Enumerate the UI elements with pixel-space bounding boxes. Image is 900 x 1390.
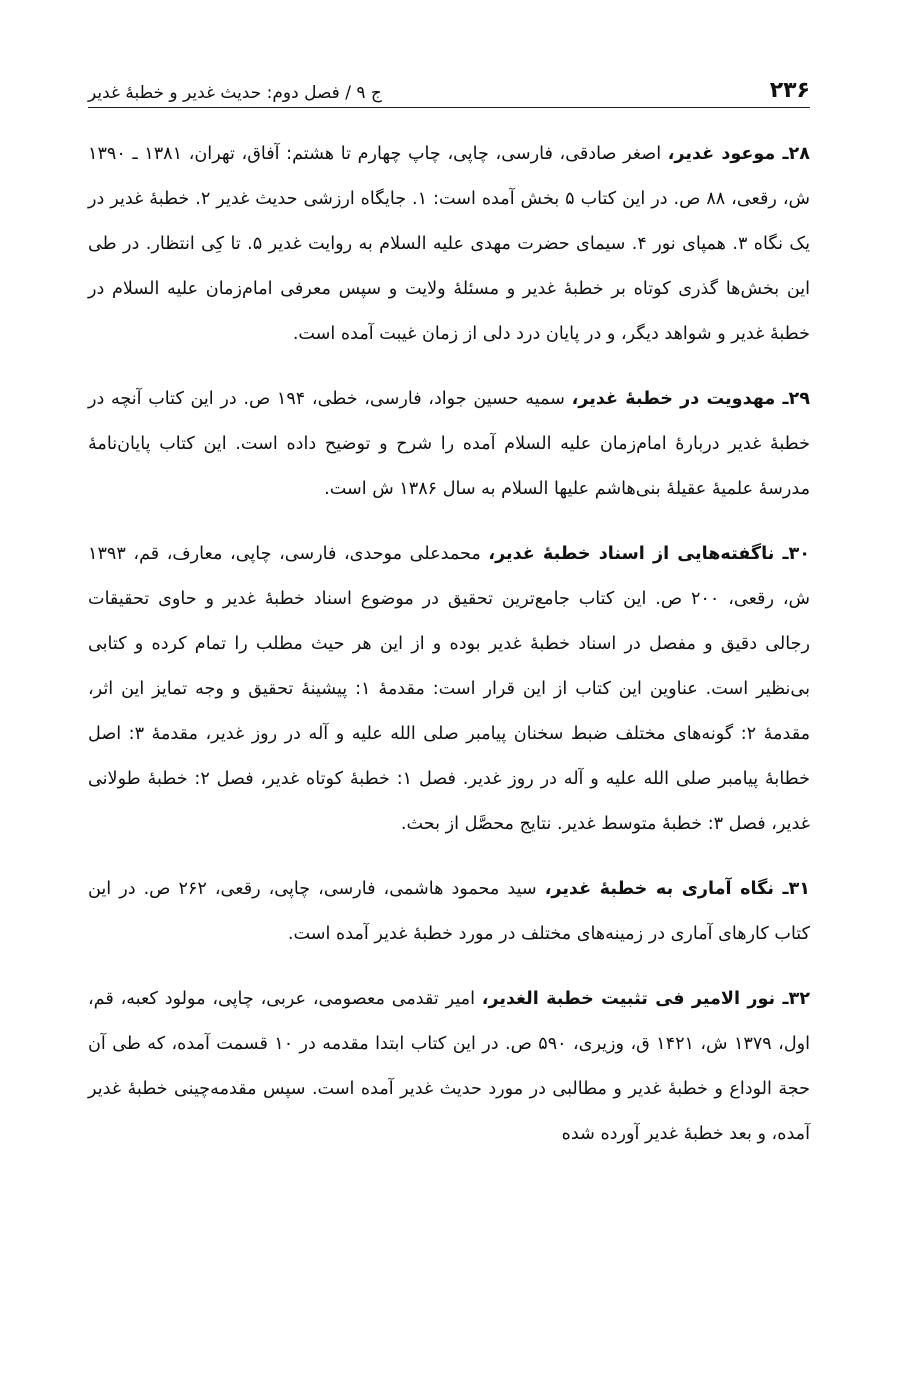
page-header xyxy=(88,58,810,108)
entry-title: ۳۲ـ نور الامیر فی تثبیت خطبة الغدیر، xyxy=(481,989,810,1009)
entry-28 xyxy=(88,132,810,357)
entry-32 xyxy=(88,977,810,1157)
entry-body: سمیه حسین جواد، فارسی، خطی، ۱۹۴ ص. در این کتاب آنچه در خطبهٔ غدیر دربارهٔ امام‌زمان علیه السلام آمده را شرح و توضیح داده است. این کتاب پایان‌نامهٔ مدرسهٔ علمیهٔ عقیلهٔ بنی‌هاشم علیها السلام به سال ۱۳۸۶ ش است. xyxy=(88,389,810,499)
entry-body: سید محمود هاشمی، فارسی، چاپی، رقعی، ۲۶۲ ص. در این کتاب کارهای آماری در زمینه‌های مختلف در مورد خطبهٔ غدیر آمده است. xyxy=(88,879,810,944)
entry-title: ۳۰ـ ناگفته‌هایی از اسناد خطبهٔ غدیر، xyxy=(488,544,810,564)
entry-title: ۲۹ـ مهدویت در خطبهٔ غدیر، xyxy=(571,389,810,409)
entry-body: اصغر صادقی، فارسی، چاپی، چاپ چهارم تا هشتم: آفاق، تهران، ۱۳۸۱ ـ ۱۳۹۰ ش، رقعی، ۸۸ ص. در این کتاب ۵ بخش آمده است: ۱. جایگاه ارزشی حدیث غدیر ۲. خطبهٔ غدیر در یک نگاه ۳. همپای نور ۴. سیمای حضرت مهدی علیه السلام به روایت غدیر ۵. تا کِی انتظار. در طی این بخش‌ها گذری کوتاه بر خطبهٔ غدیر و مسئلهٔ ولایت و سپس معرفی امام‌زمان علیه السلام در خطبهٔ غدیر و شواهد دیگر، و در پایان درد دلی از زمان غیبت آمده است. xyxy=(88,144,811,344)
entry-30 xyxy=(88,532,810,847)
entry-body: امیر تقدمی معصومی، عربی، چاپی، مولود کعبه، قم، اول، ۱۳۷۹ ش، ۱۴۲۱ ق، وزیری، ۵۹۰ ص. در این کتاب ابتدا مقدمه در ۱۰ قسمت آمده، که طی آن حجة الوداع و خطبهٔ غدیر و مطالبی در مورد حدیث غدیر آمده است. سپس مقدمه‌چینی خطبهٔ غدیر آمده، و بعد خطبهٔ غدیر آورده شده xyxy=(88,989,810,1144)
entry-29 xyxy=(88,377,810,512)
book-page xyxy=(88,58,810,1177)
entries-list xyxy=(88,132,810,1157)
entry-title: ۳۱ـ نگاه آماری به خطبهٔ غدیر، xyxy=(544,879,810,899)
entry-31 xyxy=(88,867,810,957)
entry-title: ۲۸ـ موعود غدیر، xyxy=(667,144,810,164)
entry-body: محمدعلی موحدی، فارسی، چاپی، معارف، قم، ۱۳۹۳ ش، رقعی، ۲۰۰ ص. این کتاب جامع‌ترین تحقیق در موضوع اسناد خطبهٔ غدیر و حاوی تحقیقات رجالی دقیق و مفصل در اسناد خطبهٔ غدیر بوده و از این هر حیث مطلب را تمام کرده و کتابی بی‌نظیر است. عناوین این کتاب از این قرار است: مقدمهٔ ۱: پیشینهٔ تحقیق و وجه تمایز این اثر، مقدمهٔ ۲: گونه‌های مختلف ضبط سخنان پیامبر صلی الله علیه و آله در روز غدیر، مقدمهٔ ۳: اصل خطابهٔ پیامبر صلی الله علیه و آله در روز غدیر. فصل ۱: خطبهٔ کوتاه غدیر، فصل ۲: خطبهٔ طولانی غدیر، فصل ۳: خطبهٔ متوسط غدیر. نتایج محصَّل از بحث. xyxy=(88,544,811,834)
running-title: ج ۹ / فصل دوم: حدیث غدیر و خطبهٔ غدیر xyxy=(88,83,382,103)
page-number: ۲۳۶ xyxy=(769,78,810,103)
